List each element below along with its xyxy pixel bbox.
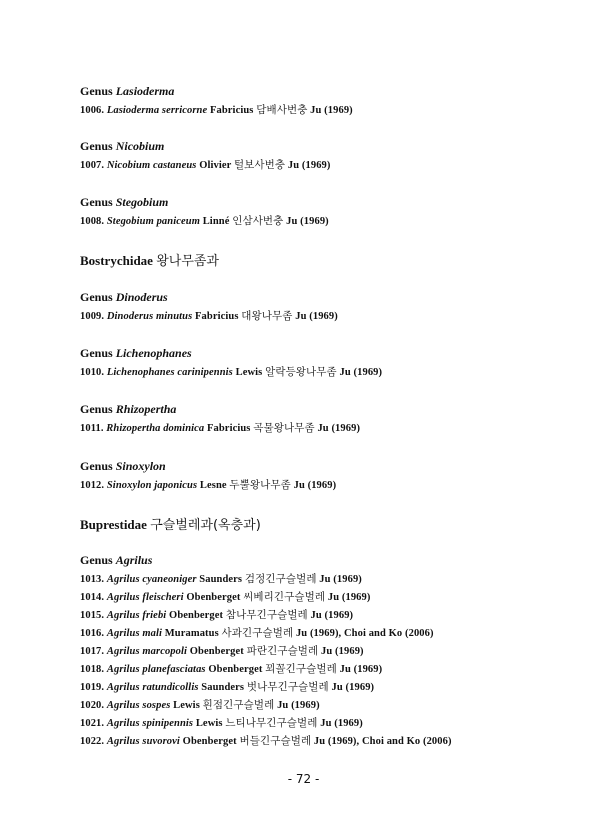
korean-name: 벗나무긴구슬벌레 [246,681,329,693]
citation: Ju (1969) [321,646,364,657]
citation: Ju (1969) [295,311,338,322]
korean-name: 검정긴구슬벌레 [244,573,317,585]
author: Obenberget [189,646,244,657]
scientific-name: Agrilus friebi [106,610,167,621]
scientific-name: Agrilus spinipennis [106,718,194,729]
genus-label: Genus [80,402,113,416]
author: Lesne [199,480,227,491]
species-entry [80,308,338,323]
species-entry [80,213,329,228]
genus-heading [80,139,164,154]
author: Linné [202,216,230,227]
entry-number: 1017. [80,646,105,657]
species-entry [80,661,382,676]
species-entry [80,679,374,694]
scientific-name: Nicobium castaneus [106,160,197,171]
scientific-name: Agrilus mali [106,628,163,639]
genus-name: Lichenophanes [115,346,192,360]
korean-name: 사과긴구슬벌레 [221,627,294,639]
family-korean-name: 왕나무좀과 [156,254,219,269]
entry-number: 1016. [80,628,105,639]
genus-name: Nicobium [115,139,165,153]
korean-name: 씨베리긴구슬벌레 [243,591,326,603]
species-entry [80,697,320,712]
genus-label: Genus [80,290,113,304]
citation: Ju (1969) [287,160,331,171]
genus-label: Genus [80,84,113,98]
author: Fabricius [209,105,254,116]
entry-number: 1006. [80,105,105,116]
genus-name: Sinoxylon [115,459,166,473]
scientific-name: Rhizopertha dominica [106,423,205,434]
entry-number: 1007. [80,160,105,171]
korean-name: 두뿔왕나무좀 [229,479,291,491]
author: Fabricius [195,311,239,322]
citation: Ju (1969), Choi and Ko (2006) [295,628,434,639]
entry-number: 1018. [80,664,105,675]
citation: Ju (1969), Choi and Ko (2006) [313,736,452,747]
citation: Ju (1969) [327,592,371,603]
author: Lewis [173,700,200,711]
korean-name: 참나무긴구슬벌레 [225,609,308,621]
species-entry [80,643,364,658]
genus-label: Genus [80,553,113,567]
author: Lewis [235,367,263,378]
genus-name: Rhizopertha [115,402,177,416]
species-entry [80,157,331,172]
scientific-name: Agrilus fleischeri [106,592,184,603]
scientific-name: Sinoxylon japonicus [106,480,198,491]
scientific-name: Agrilus planefasciatas [106,664,206,675]
genus-name: Agrilus [115,553,153,567]
species-entry [80,102,353,117]
citation: Ju (1969) [317,423,361,434]
korean-name: 느티나무긴구슬벌레 [225,717,318,729]
family-name: Bostrychidae [80,253,153,268]
citation: Ju (1969) [310,105,353,116]
entry-number: 1015. [80,610,105,621]
korean-name: 버들긴구슬벌레 [239,735,312,747]
citation: Ju (1969) [277,700,320,711]
citation: Ju (1969) [293,480,337,491]
species-entry [80,364,382,379]
scientific-name: Lasioderma serricorne [106,105,208,116]
entry-number: 1014. [80,592,105,603]
species-entry [80,733,452,748]
entry-number: 1020. [80,700,105,711]
genus-heading [80,195,168,210]
genus-heading [80,84,174,99]
entry-number: 1011. [80,423,104,434]
korean-name: 인삼사번충 [232,215,284,227]
citation: Ju (1969) [339,367,383,378]
genus-heading [80,290,168,305]
citation: Ju (1969) [320,718,363,729]
species-entry [80,571,362,586]
species-entry [80,420,360,435]
entry-number: 1008. [80,216,105,227]
species-entry [80,477,336,492]
entry-number: 1022. [80,736,105,747]
genus-name: Lasioderma [115,84,175,98]
citation: Ju (1969) [331,682,375,693]
genus-label: Genus [80,346,113,360]
author: Saunders [199,574,243,585]
genus-heading [80,346,192,361]
scientific-name: Agrilus suvorovi [106,736,180,747]
family-name: Buprestidae [80,517,147,532]
genus-label: Genus [80,459,113,473]
species-entry [80,589,370,604]
citation: Ju (1969) [310,610,354,621]
entry-number: 1021. [80,718,105,729]
scientific-name: Lichenophanes carinipennis [106,367,233,378]
species-entry [80,625,434,640]
entry-number: 1012. [80,480,105,491]
author: Fabricius [207,423,251,434]
citation: Ju (1969) [286,216,329,227]
scientific-name: Agrilus sospes [106,700,171,711]
species-entry [80,715,363,730]
author: Saunders [201,682,245,693]
genus-name: Stegobium [115,195,169,209]
genus-heading [80,553,152,568]
entry-number: 1019. [80,682,105,693]
korean-name: 곡물왕나무좀 [253,422,315,434]
author: Obenberget [186,592,241,603]
author: Obenberget [169,610,224,621]
genus-label: Genus [80,195,113,209]
citation: Ju (1969) [319,574,362,585]
korean-name: 대왕나무좀 [241,310,293,322]
author: Muramatus [164,628,219,639]
genus-heading [80,459,166,474]
korean-name: 털보사번충 [233,159,286,171]
genus-label: Genus [80,139,113,153]
family-heading [80,250,219,269]
scientific-name: Stegobium paniceum [106,216,200,227]
korean-name: 흰점긴구슬벌레 [202,699,275,711]
author: Olivier [199,160,232,171]
genus-heading [80,402,176,417]
genus-name: Dinoderus [115,290,168,304]
author: Obenberget [182,736,237,747]
author: Obenberget [208,664,263,675]
author: Lewis [195,718,223,729]
scientific-name: Agrilus marcopoli [106,646,188,657]
family-heading [80,514,261,533]
page-number: - 72 - [287,772,320,786]
scientific-name: Dinoderus minutus [106,311,193,322]
citation: Ju (1969) [339,664,383,675]
scientific-name: Agrilus ratundicollis [106,682,199,693]
korean-name: 꾀꼴긴구슬벌레 [265,663,337,675]
family-korean-name: 구슬벌레과(옥충과) [150,518,261,533]
species-entry [80,607,353,622]
entry-number: 1010. [80,367,105,378]
scientific-name: Agrilus cyaneoniger [106,574,197,585]
entry-number: 1009. [80,311,105,322]
korean-name: 파란긴구슬벌레 [246,645,319,657]
entry-number: 1013. [80,574,105,585]
korean-name: 알락등왕나무좀 [265,366,337,378]
korean-name: 담배사번충 [256,104,308,116]
